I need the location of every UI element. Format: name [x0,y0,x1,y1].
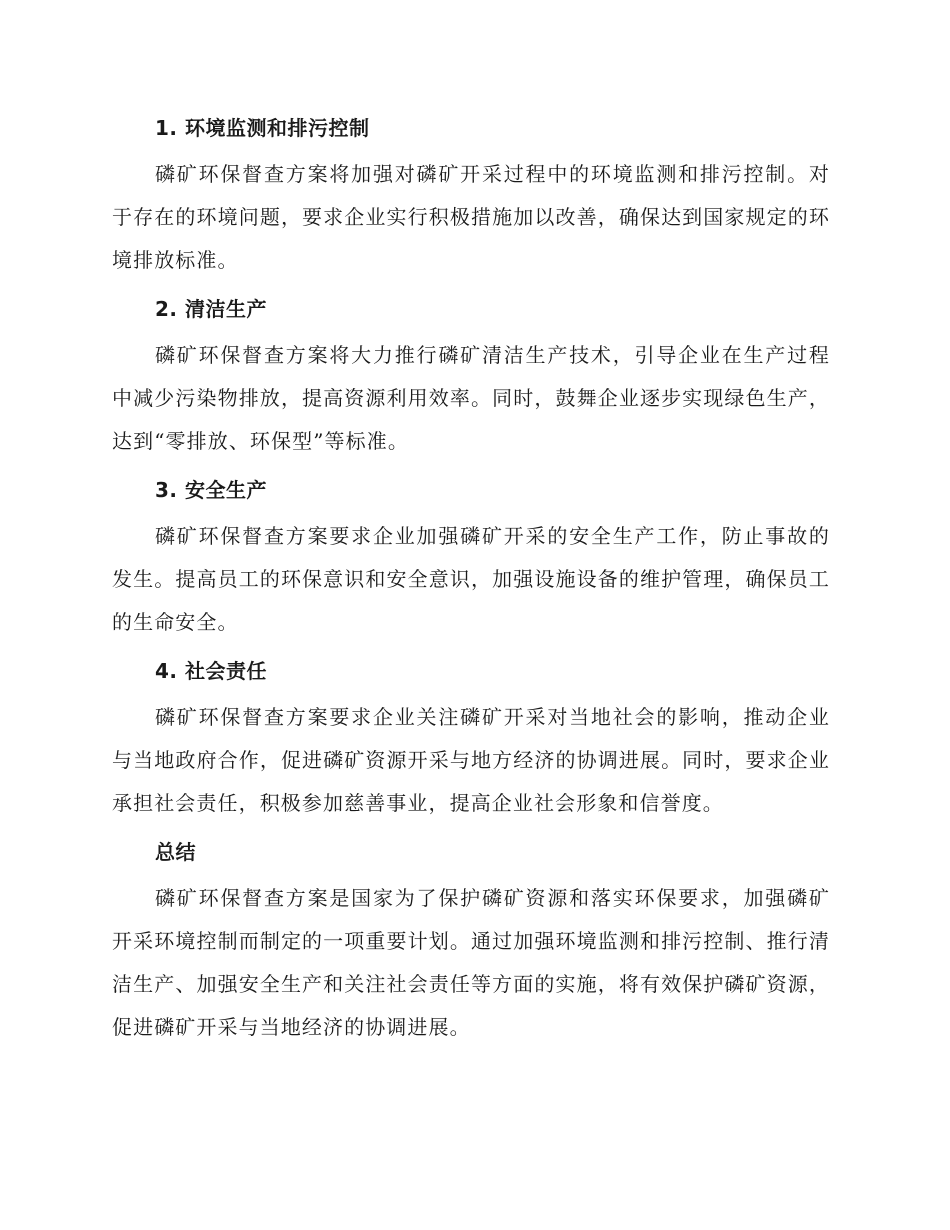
section-safe-production [112,470,830,644]
document-body [112,108,830,1056]
section-paragraph: 磷矿环保督查方案要求企业加强磷矿开采的安全生产工作，防止事故的发生。提高员工的环保意识和安全意识，加强设施设备的维护管理，确保员工的生命安全。 [112,524,830,634]
section-heading: 3. 安全生产 [155,478,267,502]
section-summary [112,832,830,1049]
section-paragraph: 磷矿环保督查方案要求企业关注磷矿开采对当地社会的影响，推动企业与当地政府合作，促进磷矿资源开采与地方经济的协调进展。同时，要求企业承担社会责任，积极参加慈善事业，提高企业社会形象和信誉度。 [112,705,830,815]
section-clean-production [112,289,830,463]
section-heading: 2. 清洁生产 [155,297,267,321]
section-heading: 4. 社会责任 [155,659,267,683]
section-environment-monitoring [112,108,830,282]
section-heading: 1. 环境监测和排污控制 [155,116,370,140]
section-heading: 总结 [155,840,196,864]
section-paragraph: 磷矿环保督查方案将大力推行磷矿清洁生产技术，引导企业在生产过程中减少污染物排放，提高资源利用效率。同时，鼓舞企业逐步实现绿色生产，达到“零排放、环保型”等标准。 [112,343,830,453]
section-social-responsibility [112,651,830,825]
section-paragraph: 磷矿环保督查方案将加强对磷矿开采过程中的环境监测和排污控制。对于存在的环境问题，要求企业实行积极措施加以改善，确保达到国家规定的环境排放标准。 [112,162,830,272]
section-paragraph: 磷矿环保督查方案是国家为了保护磷矿资源和落实环保要求，加强磷矿开采环境控制而制定的一项重要计划。通过加强环境监测和排污控制、推行清洁生产、加强安全生产和关注社会责任等方面的实施，将有效保护磷矿资源，促进磷矿开采与当地经济的协调进展。 [112,886,830,1039]
